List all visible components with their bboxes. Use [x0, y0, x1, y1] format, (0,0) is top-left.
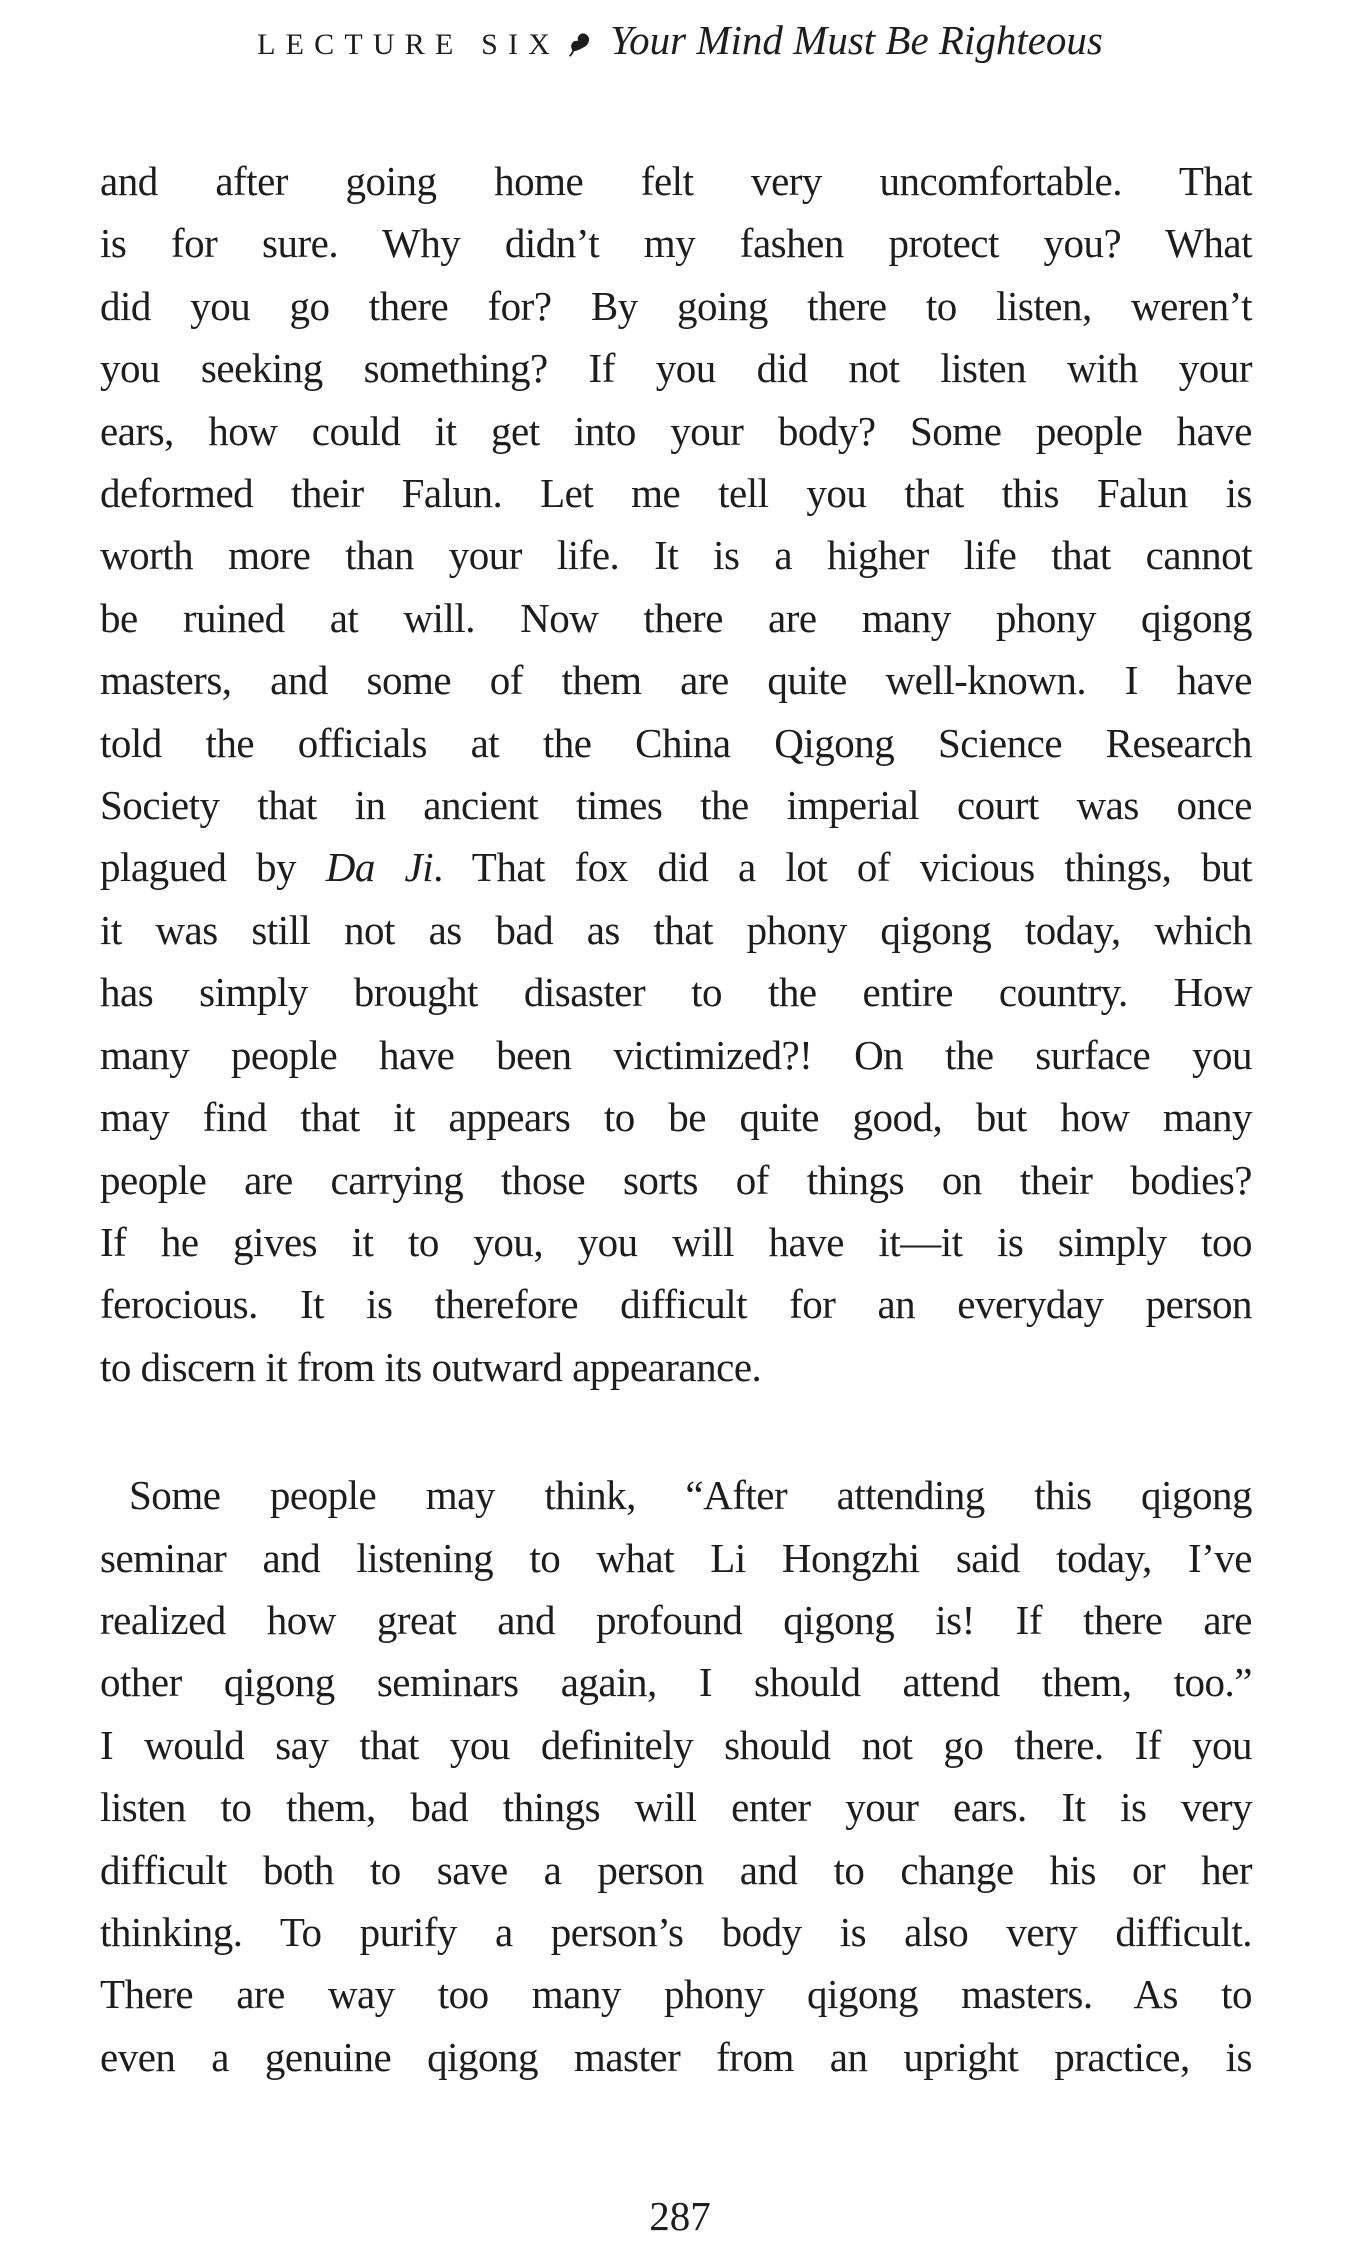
text-line — [100, 1963, 1252, 2025]
text-line — [100, 1464, 1252, 1526]
text-segment: ears, how could it get into your body? Some people have — [100, 407, 1252, 454]
text-segment: people are carrying those sorts of things on their bodies? — [100, 1156, 1252, 1203]
text-segment: it was still not as bad as that phony qigong today, which — [100, 906, 1252, 953]
text-segment: be ruined at will. Now there are many phony qigong — [100, 594, 1252, 641]
text-segment: If he gives it to you, you will have it—it is simply too — [100, 1218, 1252, 1265]
text-segment: worth more than your life. It is a higher life that cannot — [100, 532, 1252, 579]
text-segment: difficult both to save a person and to change his or her — [100, 1846, 1252, 1893]
text-line — [100, 1839, 1252, 1901]
text-line — [100, 462, 1252, 524]
text-segment: listen to them, bad things will enter your ears. It is very — [100, 1784, 1252, 1831]
text-line — [100, 1211, 1252, 1273]
text-segment: Society that in ancient times the imperial court was once — [100, 782, 1252, 829]
text-line — [100, 712, 1252, 774]
text-segment: realized how great and profound qigong is! If there are — [100, 1596, 1252, 1643]
text-segment: plagued by — [100, 844, 326, 891]
text-segment: told the officials at the China Qigong Science Research — [100, 719, 1252, 766]
paragraph — [100, 150, 1252, 1398]
running-header — [0, 16, 1360, 77]
text-line — [100, 899, 1252, 961]
italic-term: Da Ji — [325, 844, 434, 891]
text-line — [100, 961, 1252, 1023]
fleuron-leaf-icon — [566, 29, 596, 77]
text-segment: you seeking something? If you did not listen with your — [100, 345, 1252, 392]
text-line — [100, 524, 1252, 586]
text-line — [100, 774, 1252, 836]
text-segment: There are way too many phony qigong masters. As to — [100, 1971, 1252, 2018]
page-number: 287 — [649, 2193, 711, 2239]
text-segment: Some people may think, “After attending this qigong — [129, 1472, 1252, 1519]
text-line — [100, 1527, 1252, 1589]
paragraph — [100, 1464, 1252, 2088]
text-line — [100, 1086, 1252, 1148]
text-segment: thinking. To purify a person’s body is also very difficult. — [100, 1908, 1252, 1955]
running-header-section: LECTURE SIX — [257, 28, 561, 61]
text-line — [100, 275, 1252, 337]
text-line — [100, 1714, 1252, 1776]
text-segment: ferocious. It is therefore difficult for an everyday person — [100, 1281, 1252, 1328]
text-segment: even a genuine qigong master from an upright practice, is — [100, 2033, 1252, 2080]
text-line — [100, 1651, 1252, 1713]
text-segment: and after going home felt very uncomfortable. That — [100, 158, 1252, 204]
text-line — [100, 836, 1252, 898]
text-segment: other qigong seminars again, I should attend them, too.” — [100, 1659, 1252, 1706]
text-line — [100, 649, 1252, 711]
text-segment: . That fox did a lot of vicious things, but — [433, 844, 1253, 891]
page-body — [100, 150, 1252, 2088]
text-segment: did you go there for? By going there to listen, weren’t — [100, 282, 1252, 329]
text-line — [100, 1901, 1252, 1963]
text-line — [100, 1273, 1252, 1335]
text-line — [100, 1776, 1252, 1838]
text-segment: I would say that you definitely should not go there. If you — [100, 1721, 1252, 1768]
text-segment: to discern it from its outward appearance. — [100, 1343, 762, 1390]
text-segment: many people have been victimized?! On the surface you — [100, 1031, 1252, 1078]
text-line — [100, 337, 1252, 399]
page-footer — [0, 2194, 1360, 2238]
running-header-title: Your Mind Must Be Righteous — [610, 17, 1103, 63]
text-line — [100, 2026, 1252, 2088]
text-line — [100, 1589, 1252, 1651]
text-line — [100, 587, 1252, 649]
text-segment: seminar and listening to what Li Hongzhi said today, I’ve — [100, 1534, 1252, 1581]
text-line — [100, 1024, 1252, 1086]
text-segment: has simply brought disaster to the entire country. How — [100, 969, 1252, 1016]
text-line — [100, 1336, 1252, 1398]
text-segment: deformed their Falun. Let me tell you that this Falun is — [100, 470, 1252, 517]
text-line — [100, 150, 1252, 212]
text-segment: may find that it appears to be quite good, but how many — [100, 1094, 1252, 1141]
text-line — [100, 212, 1252, 274]
text-line — [100, 400, 1252, 462]
text-segment: masters, and some of them are quite well-known. I have — [100, 657, 1252, 704]
text-line — [100, 1149, 1252, 1211]
text-segment: is for sure. Why didn’t my fashen protect you? What — [100, 220, 1252, 267]
